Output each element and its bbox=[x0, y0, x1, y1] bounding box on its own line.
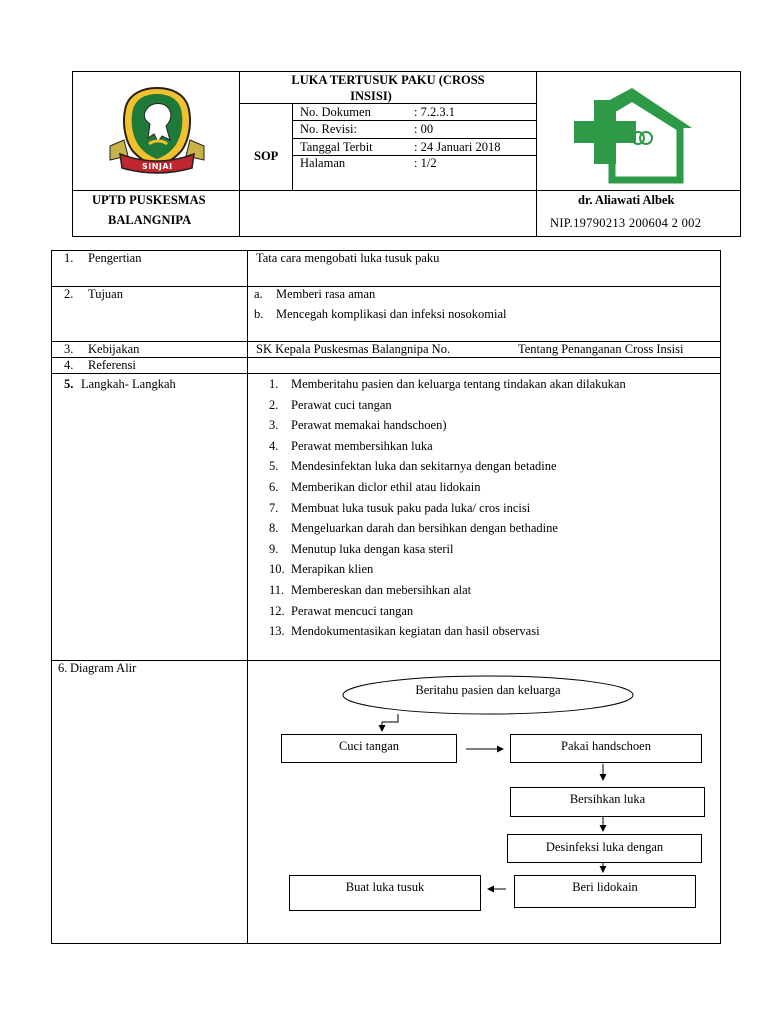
flow-start-text: Beritahu pasien dan keluarga bbox=[415, 683, 561, 697]
step-text: Perawat cuci tangan bbox=[291, 397, 392, 412]
tujuan-item-a: Memberi rasa aman bbox=[276, 287, 376, 301]
signer-nip: NIP.19790213 200604 2 002 bbox=[550, 216, 702, 230]
org-name-line1: UPTD PUSKESMAS bbox=[92, 193, 206, 207]
step-number: 8. bbox=[269, 521, 279, 536]
meta-value-dokumen: : 7.2.3.1 bbox=[414, 105, 455, 119]
sop-label: SOP bbox=[254, 149, 279, 163]
tujuan-marker-b: b. bbox=[254, 307, 264, 321]
step-number: 1. bbox=[269, 377, 279, 391]
step-number: 13. bbox=[269, 624, 285, 639]
row-num-referensi: 4. bbox=[64, 358, 74, 372]
tujuan-item-b: Mencegah komplikasi dan infeksi nosokomial bbox=[276, 307, 507, 321]
step-number: 7. bbox=[269, 500, 279, 515]
kebijakan-text-right: Tentang Penanganan Cross Insisi bbox=[518, 342, 684, 356]
row-label-pengertian: Pengertian bbox=[88, 251, 142, 265]
flow-box-buat-luka-tusuk: Buat luka tusuk bbox=[289, 875, 481, 911]
row-num-diagram: 6. bbox=[58, 661, 68, 675]
step-text: Perawat memakai handschoen) bbox=[291, 418, 447, 433]
meta-label-dokumen: No. Dokumen bbox=[300, 105, 371, 119]
meta-label-tanggal: Tanggal Terbit bbox=[300, 140, 373, 154]
flow-box-desinfeksi: Desinfeksi luka dengan bbox=[507, 834, 702, 863]
flow-box-cuci-tangan: Cuci tangan bbox=[281, 734, 457, 763]
step-number: 4. bbox=[269, 438, 279, 453]
step-number: 2. bbox=[269, 397, 279, 412]
puskesmas-sinjai-logo bbox=[104, 84, 210, 180]
row-num-langkah: 5. bbox=[64, 377, 74, 391]
step-text: Membereskan dan mebersihkan alat bbox=[291, 583, 472, 597]
tujuan-marker-a: a. bbox=[254, 287, 263, 301]
meta-label-halaman: Halaman bbox=[300, 156, 346, 170]
step-text: Merapikan klien bbox=[291, 562, 374, 577]
step-number: 3. bbox=[269, 418, 279, 433]
step-number: 9. bbox=[269, 541, 279, 556]
document-title-line2: INSISI) bbox=[350, 89, 392, 103]
row-label-tujuan: Tujuan bbox=[88, 287, 123, 301]
signer-name: dr. Aliawati Albek bbox=[578, 193, 675, 207]
meta-value-tanggal: : 24 Januari 2018 bbox=[414, 140, 501, 154]
pengertian-text: Tata cara mengobati luka tusuk paku bbox=[256, 251, 440, 265]
meta-value-revisi: : 00 bbox=[414, 122, 434, 136]
step-number: 6. bbox=[269, 480, 279, 494]
step-number: 5. bbox=[269, 459, 279, 474]
document-title-line1: LUKA TERTUSUK PAKU (CROSS bbox=[291, 73, 485, 87]
flow-box-beri-lidokain: Beri lidokain bbox=[514, 875, 696, 908]
step-text: Memberitahu pasien dan keluarga tentang tindakan akan dilakukan bbox=[291, 377, 626, 391]
kebijakan-text-left: SK Kepala Puskesmas Balangnipa No. bbox=[256, 342, 451, 356]
step-text: Membuat luka tusuk paku pada luka/ cros incisi bbox=[291, 500, 531, 515]
flow-box-bersihkan-luka: Bersihkan luka bbox=[510, 787, 705, 817]
row-num-tujuan: 2. bbox=[64, 287, 74, 301]
step-text: Mendokumentasikan kegiatan dan hasil observasi bbox=[291, 624, 540, 639]
step-text: Perawat membersihkan luka bbox=[291, 438, 433, 453]
meta-value-halaman: : 1/2 bbox=[414, 156, 437, 170]
step-number: 12. bbox=[269, 603, 285, 618]
meta-label-revisi: No. Revisi: bbox=[300, 122, 357, 136]
flow-diagram bbox=[248, 661, 720, 943]
step-text: Mengeluarkan darah dan bersihkan dengan bethadine bbox=[291, 521, 558, 536]
row-label-kebijakan: Kebijakan bbox=[88, 342, 140, 356]
flow-box-pakai-handschoen: Pakai handschoen bbox=[510, 734, 702, 763]
step-text: Memberikan diclor ethil atau lidokain bbox=[291, 480, 481, 494]
row-num-pengertian: 1. bbox=[64, 251, 74, 265]
logo-ribbon-text: SINJAI bbox=[142, 162, 173, 171]
row-label-langkah: Langkah- Langkah bbox=[81, 377, 176, 391]
org-name-line2: BALANGNIPA bbox=[108, 213, 192, 227]
puskesmas-cross-logo bbox=[572, 86, 696, 184]
row-label-diagram: Diagram Alir bbox=[70, 661, 137, 675]
step-text: Mendesinfektan luka dan sekitarnya dengan betadine bbox=[291, 459, 557, 474]
row-num-kebijakan: 3. bbox=[64, 342, 74, 356]
step-number: 11. bbox=[269, 583, 285, 597]
step-text: Menutup luka dengan kasa steril bbox=[291, 541, 454, 556]
step-text: Perawat mencuci tangan bbox=[291, 603, 414, 618]
row-label-referensi: Referensi bbox=[88, 358, 136, 372]
step-number: 10. bbox=[269, 562, 285, 577]
flow-arrow-start-to-cuci bbox=[382, 714, 398, 731]
